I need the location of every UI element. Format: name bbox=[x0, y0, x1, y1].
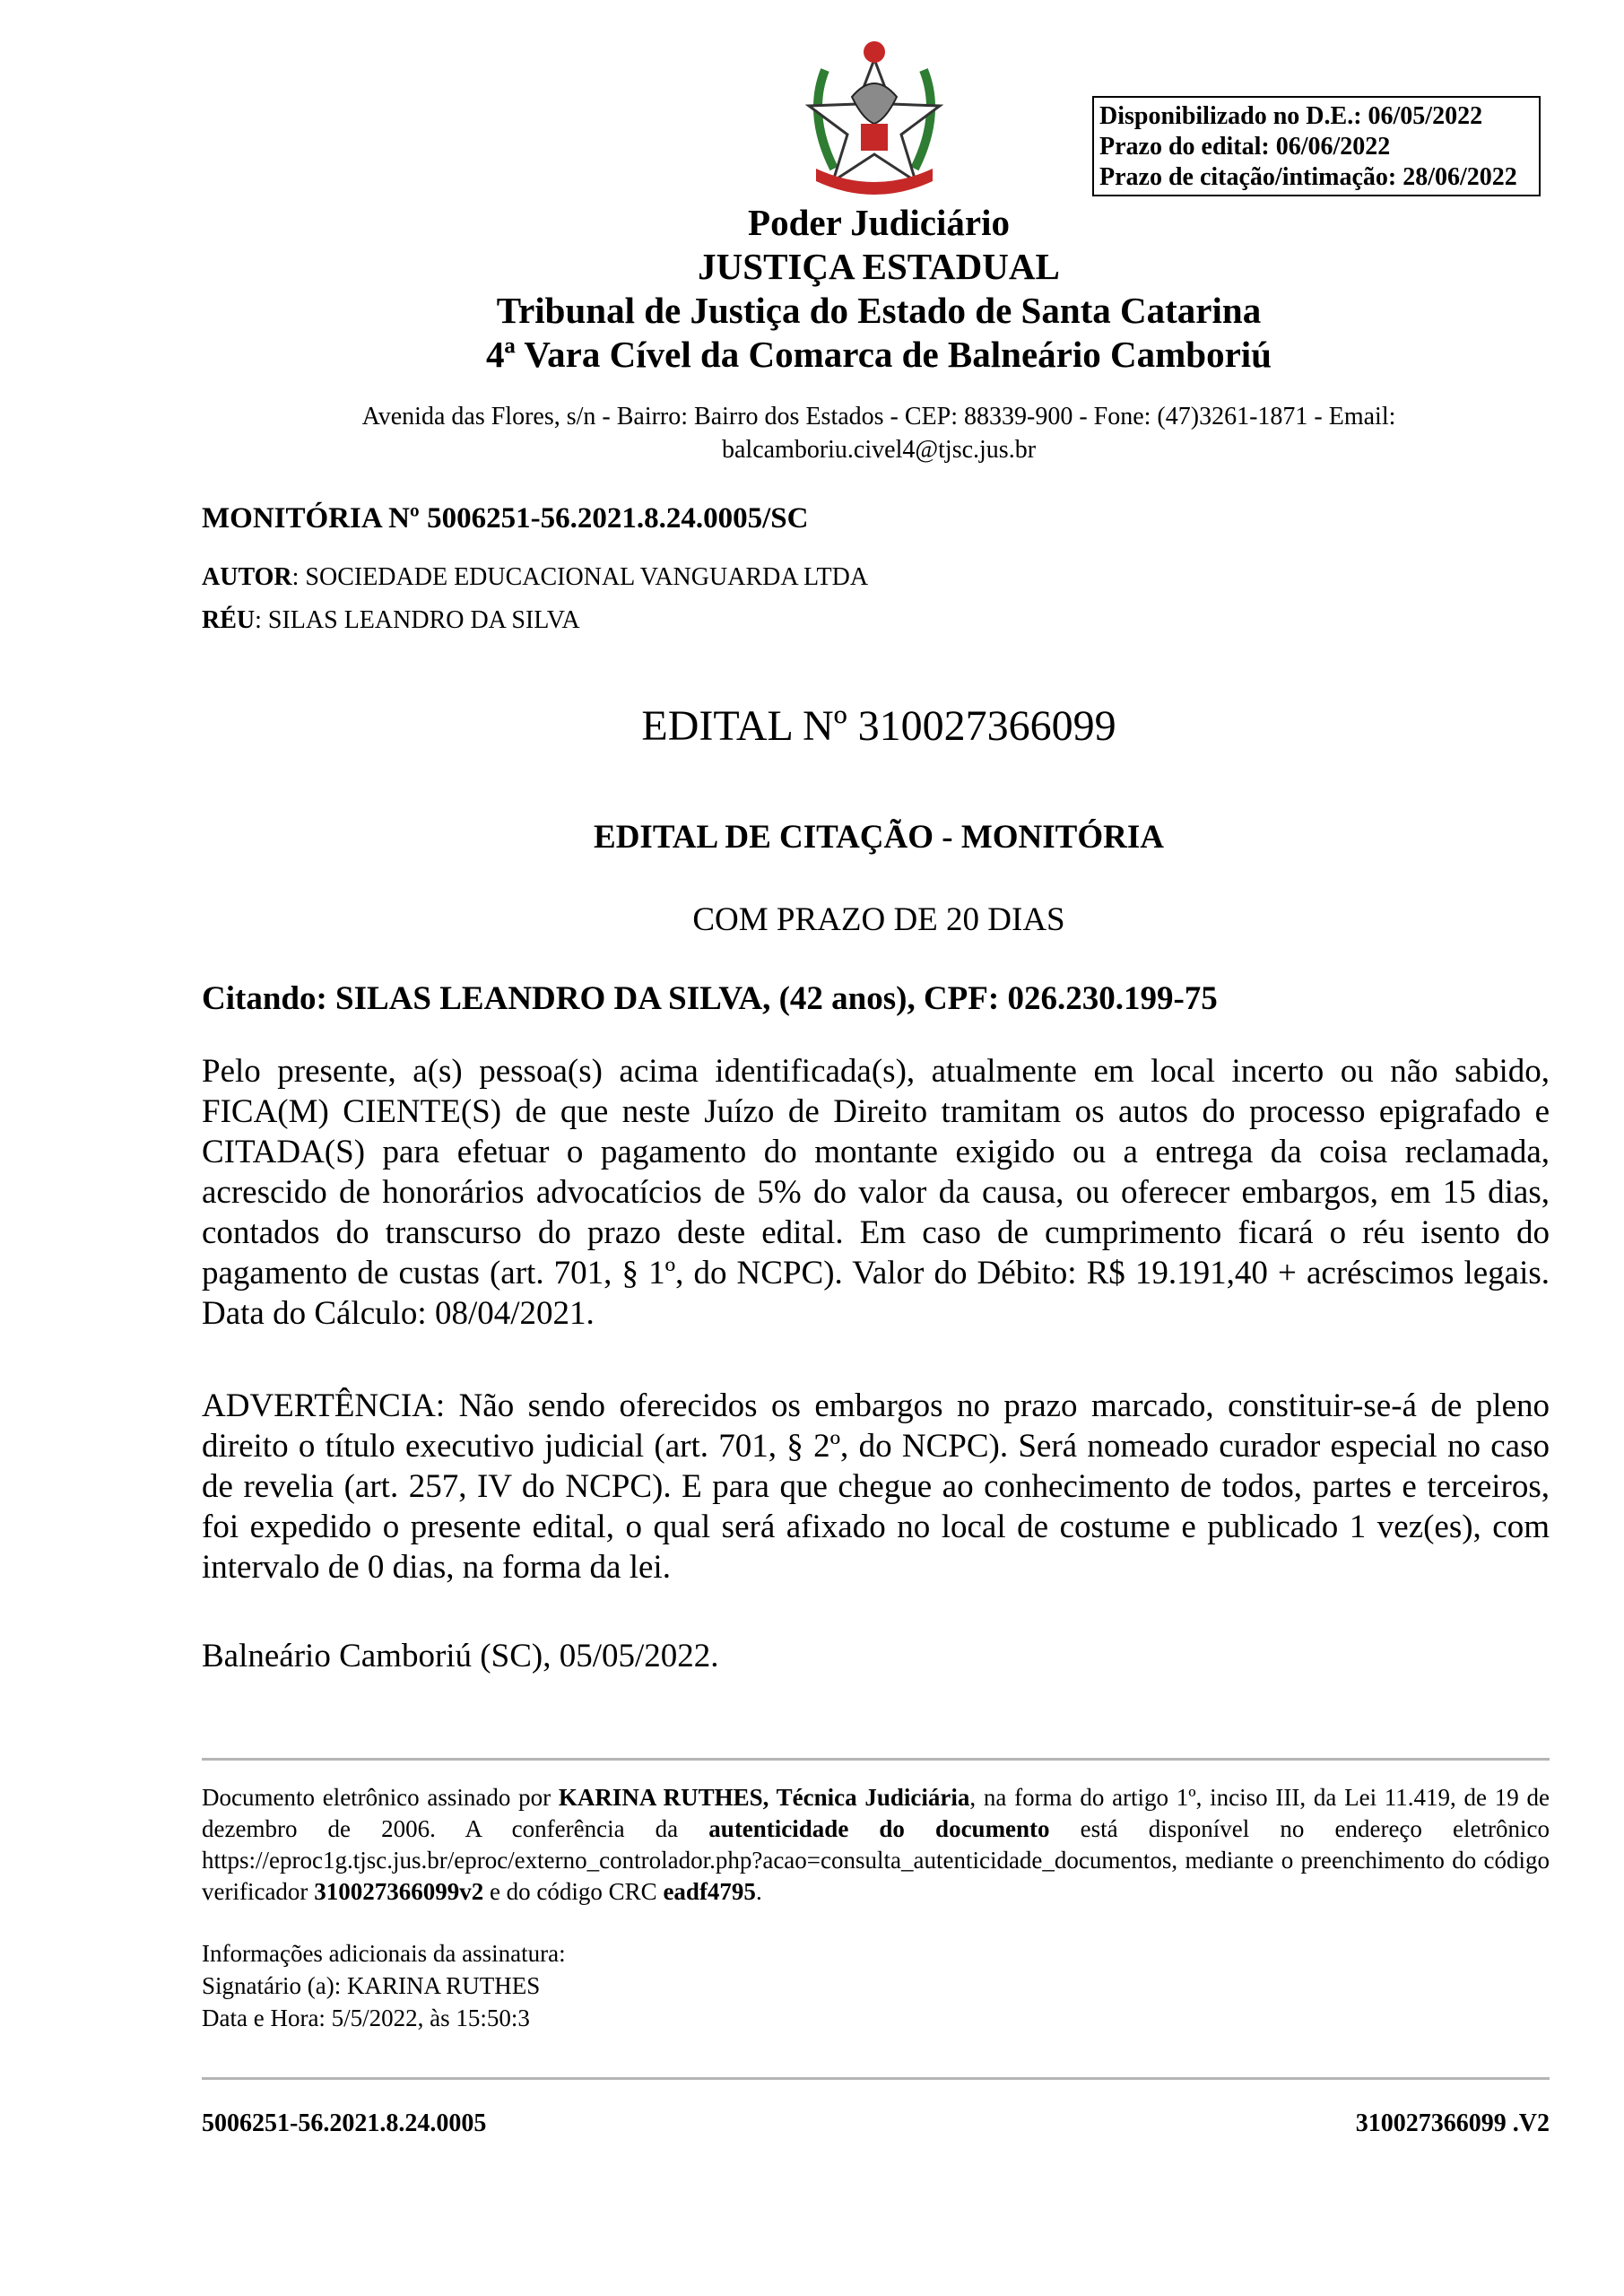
defendant-line bbox=[202, 606, 580, 635]
authenticity-text: autenticidade do documento bbox=[708, 1815, 1050, 1842]
process-number: MONITÓRIA Nº 5006251-56.2021.8.24.0005/SC bbox=[202, 502, 809, 535]
address-email: balcamboriu.civel4@tjsc.jus.br bbox=[721, 436, 1037, 464]
court-address bbox=[269, 400, 1489, 466]
citando-line: Citando: SILAS LEANDRO DA SILVA, (42 anos), CPF: 026.230.199-75 bbox=[202, 980, 1218, 1017]
author-label: AUTOR bbox=[202, 563, 292, 591]
header-power: Poder Judiciário bbox=[748, 202, 1010, 243]
author-line bbox=[202, 563, 868, 592]
divider bbox=[202, 2077, 1550, 2080]
signature-block bbox=[202, 1782, 1550, 1908]
edital-title: EDITAL Nº 310027366099 bbox=[641, 702, 1116, 750]
place-date: Balneário Camboriú (SC), 05/05/2022. bbox=[202, 1638, 719, 1674]
footer-process-number: 5006251-56.2021.8.24.0005 bbox=[202, 2109, 487, 2137]
court-header bbox=[0, 201, 1624, 377]
footer-document-version: 310027366099 .V2 bbox=[1355, 2109, 1550, 2137]
defendant-value: : SILAS LEANDRO DA SILVA bbox=[255, 606, 580, 634]
signer-name: KARINA RUTHES, Técnica Judiciária bbox=[558, 1784, 970, 1811]
defendant-label: RÉU bbox=[202, 606, 256, 634]
sig-text: está disponível no endereço eletrônico https://eproc1g.tjsc.jus.br/eproc/externo_controlador.php?acao=consulta_autenticidade_documentos, mediante o preenchimento do código verificador bbox=[202, 1815, 1550, 1905]
info-signer: Signatário (a): KARINA RUTHES bbox=[202, 1972, 541, 1999]
verifier-code: 310027366099v2 bbox=[314, 1878, 484, 1905]
header-court: 4ª Vara Cível da Comarca de Balneário Camboriú bbox=[486, 334, 1272, 375]
edital-deadline-text: COM PRAZO DE 20 DIAS bbox=[692, 901, 1065, 938]
crc-code: eadf4795 bbox=[663, 1878, 756, 1905]
info-datetime: Data e Hora: 5/5/2022, às 15:50:3 bbox=[202, 2005, 530, 2031]
edital-subtitle: EDITAL DE CITAÇÃO - MONITÓRIA bbox=[594, 819, 1164, 856]
sig-text: Documento eletrônico assinado por bbox=[202, 1784, 559, 1811]
body-paragraph-1: Pelo presente, a(s) pessoa(s) acima identificada(s), atualmente em local incerto ou não sabido, FICA(M) CIENTE(S) de que neste Juízo de Direito tramitam os autos do processo epigrafado e CITADA(S) para efetuar o pagamento do montante exigido ou a entrega da coisa reclamada, acrescido de honorários advocatícios de 5% do valor da causa, ou oferecer embargos, em 15 dias, contados do transcurso do prazo deste edital. Em caso de cumprimento ficará o réu isento do pagamento de custas (art. 701, § 1º, do NCPC). Valor do Débito: R$ 19.191,40 + acréscimos legais. Data do Cálculo: 08/04/2021. bbox=[202, 1053, 1550, 1332]
address-line: Avenida das Flores, s/n - Bairro: Bairro dos Estados - CEP: 88339-900 - Fone: (47)3261-1871 - Email: bbox=[361, 403, 1396, 430]
author-value: : SOCIEDADE EDUCACIONAL VANGUARDA LTDA bbox=[291, 563, 869, 591]
sig-text: e do código CRC bbox=[483, 1878, 664, 1905]
publication-date: Disponibilizado no D.E.: 06/05/2022 bbox=[1099, 102, 1483, 130]
header-justice: JUSTIÇA ESTADUAL bbox=[698, 246, 1060, 287]
sig-text: , na forma do artigo 1º, inciso III, da Lei 11.419, de 19 de dezembro de 2006. A conferência da bbox=[202, 1784, 1550, 1842]
edital-deadline: Prazo do edital: 06/06/2022 bbox=[1099, 133, 1391, 161]
divider bbox=[202, 1758, 1550, 1761]
body-paragraph-2: ADVERTÊNCIA: Não sendo oferecidos os embargos no prazo marcado, constituir-se-á de pleno direito o título executivo judicial (art. 701, § 2º, do NCPC). Será nomeado curador especial no caso de revelia (art. 257, IV do NCPC). E para que chegue ao conhecimento de todos, partes e terceiros, foi expedido o presente edital, o qual será afixado no local de costume e publicado 1 vez(es), com intervalo de 0 dias, na forma da lei. bbox=[202, 1387, 1550, 1586]
info-heading: Informações adicionais da assinatura: bbox=[202, 1940, 566, 1967]
publication-box bbox=[1092, 96, 1541, 196]
additional-signature-info bbox=[202, 1937, 566, 2034]
coat-of-arms-icon bbox=[798, 34, 951, 196]
citation-deadline: Prazo de citação/intimação: 28/06/2022 bbox=[1099, 163, 1517, 191]
header-tribunal: Tribunal de Justiça do Estado de Santa Catarina bbox=[496, 290, 1262, 331]
sig-text: . bbox=[755, 1878, 762, 1905]
